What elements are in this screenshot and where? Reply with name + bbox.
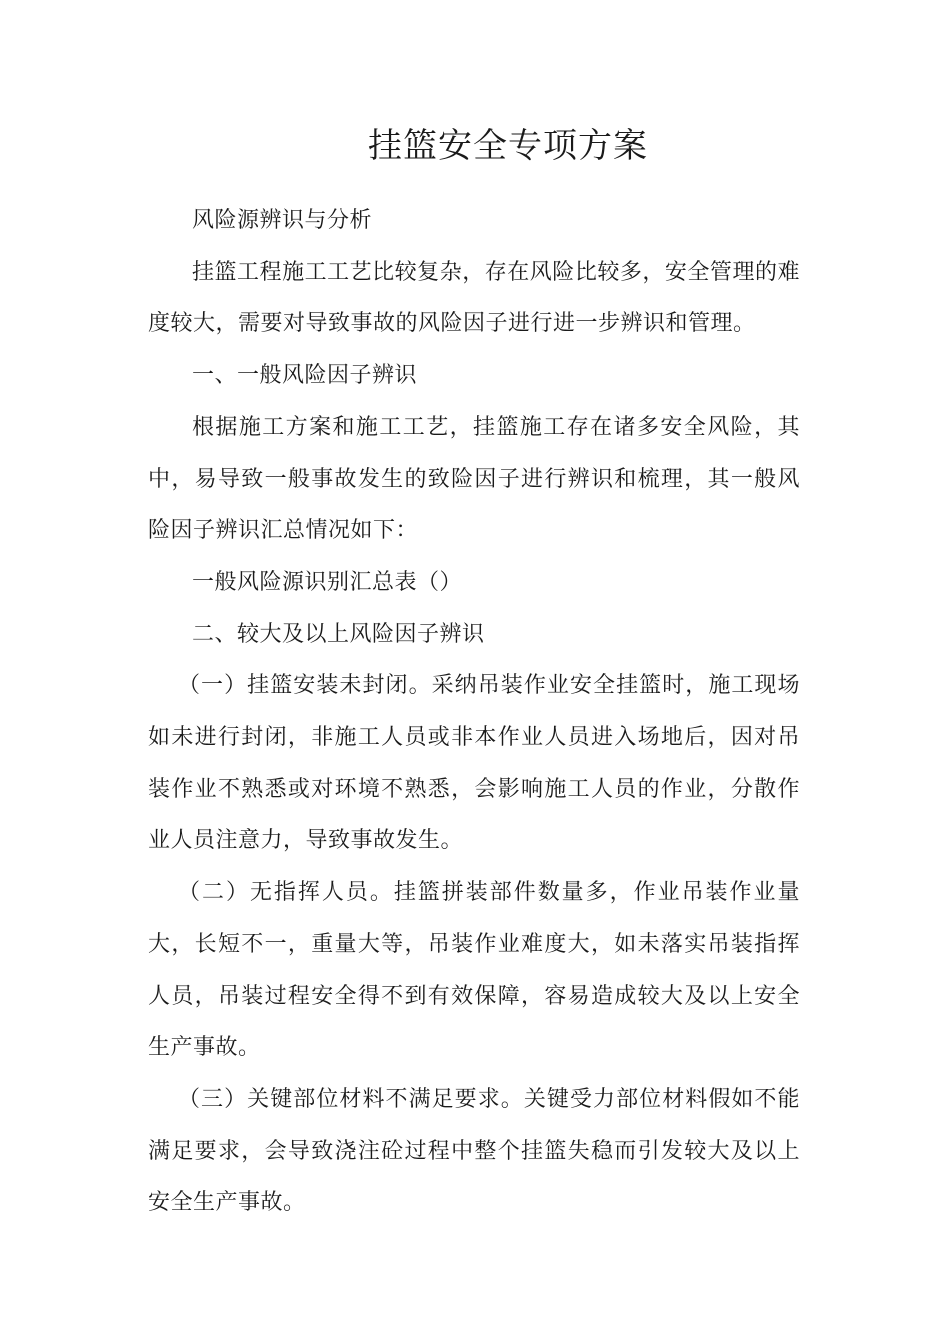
major-risk-item-2: （二）无指挥人员。挂篮拼装部件数量多，作业吊装作业量大，长短不一，重量大等，吊装作业难度大，如未落实吊装指挥人员，吊装过程安全得不到有效保障，容易造成较大及以上安全生产事故。 [148,880,800,1061]
major-risk-item-1: （一）挂篮安装未封闭。采纳吊装作业安全挂篮时，施工现场如未进行封闭，非施工人员或非本作业人员进入场地后，因对吊装作业不熟悉或对环境不熟悉，会影响施工人员的作业，分散作业人员注意力，导致事故发生。 [148,673,800,854]
major-risk-item-3: （三）关键部位材料不满足要求。关键受力部位材料假如不能满足要求，会导致浇注砼过程中整个挂篮失稳而引发较大及以上安全生产事故。 [148,1086,800,1216]
section-heading-risk-analysis: 风险源辨识与分析 [192,208,373,233]
section-heading-general-risk: 一、一般风险因子辨识 [192,363,418,389]
general-risk-table-caption: 一般风险源识别汇总表（） [192,569,463,595]
general-risk-paragraph: 根据施工方案和施工工艺，挂篮施工存在诸多安全风险，其中，易导致一般事故发生的致险因子进行辨识和梳理，其一般风险因子辨识汇总情况如下： [148,414,800,544]
document-title: 挂篮安全专项方案 [368,126,648,166]
document-body [148,195,800,1229]
intro-paragraph: 挂篮工程施工工艺比较复杂，存在风险比较多，安全管理的难度较大，需要对导致事故的风险因子进行进一步辨识和管理。 [148,259,800,337]
section-heading-major-risk: 二、较大及以上风险因子辨识 [192,621,485,647]
